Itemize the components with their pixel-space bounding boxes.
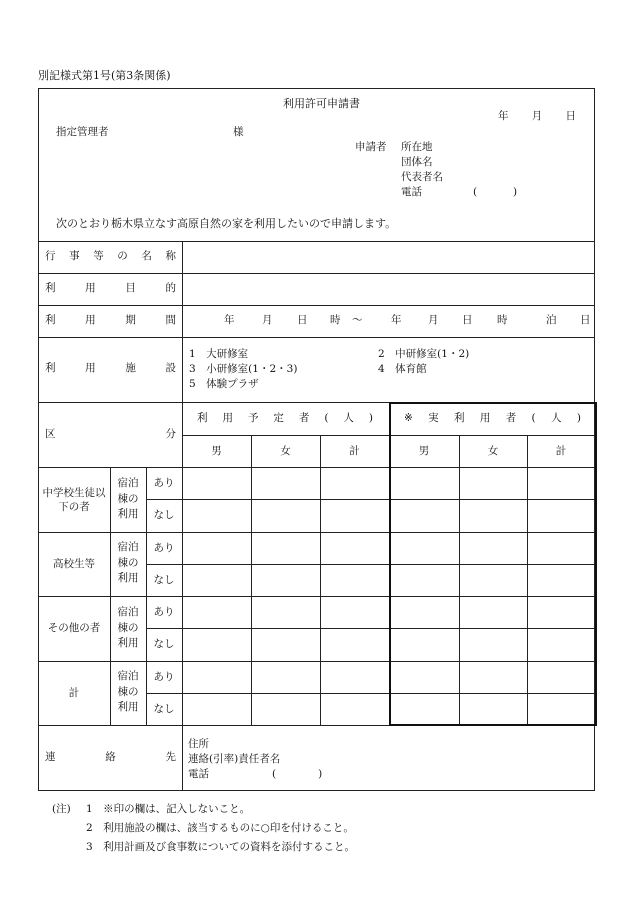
event-name-char: 行	[45, 250, 56, 262]
notes-prefix: (注)	[52, 803, 71, 815]
planned-male-header: 男	[211, 444, 222, 457]
rule	[38, 273, 595, 274]
actual-header-char: 利	[454, 412, 465, 424]
lodging-yes: あり	[153, 670, 175, 683]
period-end-day[interactable]: 日	[462, 314, 473, 326]
period-end-hour[interactable]: 時	[497, 314, 508, 326]
lodging-label: 宿泊棟の利用	[117, 541, 139, 584]
purpose-char: 利	[45, 282, 56, 294]
lodging-yes: あり	[153, 541, 175, 554]
actual-header-char: )	[576, 412, 581, 424]
rule	[38, 241, 595, 242]
period-label	[45, 315, 176, 326]
event-name-field[interactable]	[186, 245, 591, 269]
addressee: 指定管理者	[56, 126, 109, 138]
period-char: 利	[45, 314, 56, 326]
lodging-label: 宿泊棟の利用	[117, 606, 139, 649]
planned-header-char: )	[368, 412, 373, 424]
facility-option[interactable]: 4 体育館	[378, 363, 427, 375]
period-nights[interactable]: 泊	[546, 314, 557, 326]
facility-option[interactable]: 1 大研修室	[189, 348, 249, 360]
event-name-char: 事	[69, 250, 80, 262]
rule	[38, 337, 595, 338]
form-number-label: 別記様式第1号(第3条関係)	[38, 69, 171, 82]
planned-header-char: 者	[298, 412, 310, 424]
group-label-highschool: 高校生等	[53, 557, 95, 570]
purpose-char: 用	[85, 282, 96, 294]
applicant-phone-paren-open: (	[473, 186, 478, 198]
applicant-org-label[interactable]: 団体名	[401, 156, 433, 168]
date-year[interactable]: 年	[498, 110, 509, 122]
planned-header-char: 利	[197, 412, 208, 424]
event-name-char: 名	[141, 250, 152, 262]
contact-address-label[interactable]: 住所	[188, 738, 209, 750]
facility-label	[45, 363, 176, 374]
period-char: 用	[85, 314, 96, 326]
honorific: 様	[233, 126, 244, 138]
contact-phone-label[interactable]: 電話	[188, 768, 209, 780]
lodging-no: なし	[153, 509, 175, 522]
facility-char: 利	[45, 362, 56, 374]
note-item: 3 利用計画及び食事数についての資料を添付すること。	[86, 841, 355, 853]
lodging-no: なし	[153, 702, 175, 715]
planned-header-char: 人	[343, 412, 354, 424]
contact-char: 絡	[105, 751, 116, 763]
note-item: 2 利用施設の欄は、該当するものに○印を付けること。	[86, 822, 354, 834]
facility-char: 設	[165, 362, 176, 374]
actual-header-char: 実	[428, 412, 439, 424]
purpose-label	[45, 283, 176, 294]
category-char: 分	[165, 428, 176, 440]
event-name-char: 等	[93, 250, 104, 262]
date-month[interactable]: 月	[531, 110, 543, 122]
actual-header-char: 用	[479, 412, 491, 424]
lodging-no: なし	[153, 573, 175, 586]
purpose-field[interactable]	[186, 277, 591, 301]
actual-header-char: (	[531, 412, 536, 424]
contact-person-label[interactable]: 連絡(引率)責任者名	[188, 753, 281, 765]
contact-char: 先	[165, 751, 176, 763]
rule	[320, 435, 321, 725]
contact-phone-paren: ( )	[272, 768, 323, 780]
event-name-label	[45, 251, 176, 262]
period-start-hour[interactable]: 時	[330, 314, 341, 326]
applicant-rep-label[interactable]: 代表者名	[401, 171, 443, 183]
applicant-label: 申請者	[355, 141, 387, 153]
period-start-day[interactable]: 日	[297, 314, 308, 326]
date-day[interactable]: 日	[565, 110, 576, 122]
facility-option[interactable]: 5 体験プラザ	[189, 378, 259, 390]
period-char: 期	[125, 314, 136, 326]
group-label-total: 計	[68, 686, 80, 699]
event-name-char: の	[117, 250, 128, 262]
planned-total-header: 計	[349, 444, 360, 457]
rule	[251, 435, 252, 725]
form-title: 利用許可申請書	[283, 97, 360, 110]
rule	[38, 305, 595, 306]
planned-users-header	[197, 413, 373, 424]
facility-option[interactable]: 2 中研修室(1・2)	[378, 348, 470, 360]
purpose-char: 目	[125, 282, 136, 294]
date-line	[498, 111, 576, 122]
period-start-year[interactable]: 年	[224, 314, 235, 326]
period-days[interactable]: 日	[580, 314, 591, 326]
applicant-address-label[interactable]: 所在地	[401, 141, 433, 153]
category-char: 区	[45, 428, 56, 440]
application-statement: 次のとおり栃木県立なす高原自然の家を利用したいので申請します。	[56, 217, 397, 230]
facility-char: 施	[125, 362, 136, 374]
actual-header-char: 者	[505, 412, 517, 424]
planned-header-char: 予	[247, 412, 259, 424]
planned-header-char: 用	[222, 412, 233, 424]
period-end-month[interactable]: 月	[428, 314, 439, 326]
lodging-label: 宿泊棟の利用	[117, 477, 139, 520]
purpose-char: 的	[165, 282, 176, 294]
actual-users-header	[404, 413, 581, 424]
applicant-phone-paren-close: )	[513, 186, 518, 198]
lodging-yes: あり	[153, 476, 175, 489]
actual-header-char: ※	[404, 412, 413, 424]
rule	[110, 467, 111, 725]
rule	[182, 241, 183, 791]
lodging-no: なし	[153, 638, 175, 651]
actual-male-header: 男	[418, 444, 430, 457]
contact-label	[45, 752, 176, 763]
category-label	[45, 429, 176, 440]
note-item: 1 ※印の欄は、記入しないこと。	[86, 803, 251, 815]
actual-header-char: 人	[550, 412, 562, 424]
event-name-char: 称	[165, 250, 176, 262]
period-end-year[interactable]: 年	[391, 314, 402, 326]
applicant-phone-label[interactable]: 電話	[401, 186, 422, 198]
facility-char: 用	[85, 362, 96, 374]
actual-female-header: 女	[487, 444, 499, 457]
lodging-yes: あり	[153, 605, 175, 618]
facility-option[interactable]: 3 小研修室(1・2・3)	[189, 363, 298, 375]
period-separator: ～	[352, 314, 363, 326]
period-char: 間	[165, 314, 176, 326]
planned-header-char: (	[324, 412, 329, 424]
planned-header-char: 定	[273, 412, 284, 424]
group-label-other: その他の者	[47, 622, 101, 635]
group-label-junior: 中学校生徒以下の者	[42, 486, 106, 513]
actual-total-header: 計	[555, 444, 567, 457]
period-start-month[interactable]: 月	[262, 314, 273, 326]
planned-female-header: 女	[280, 444, 291, 457]
contact-char: 連	[45, 751, 56, 763]
lodging-label: 宿泊棟の利用	[117, 670, 139, 713]
